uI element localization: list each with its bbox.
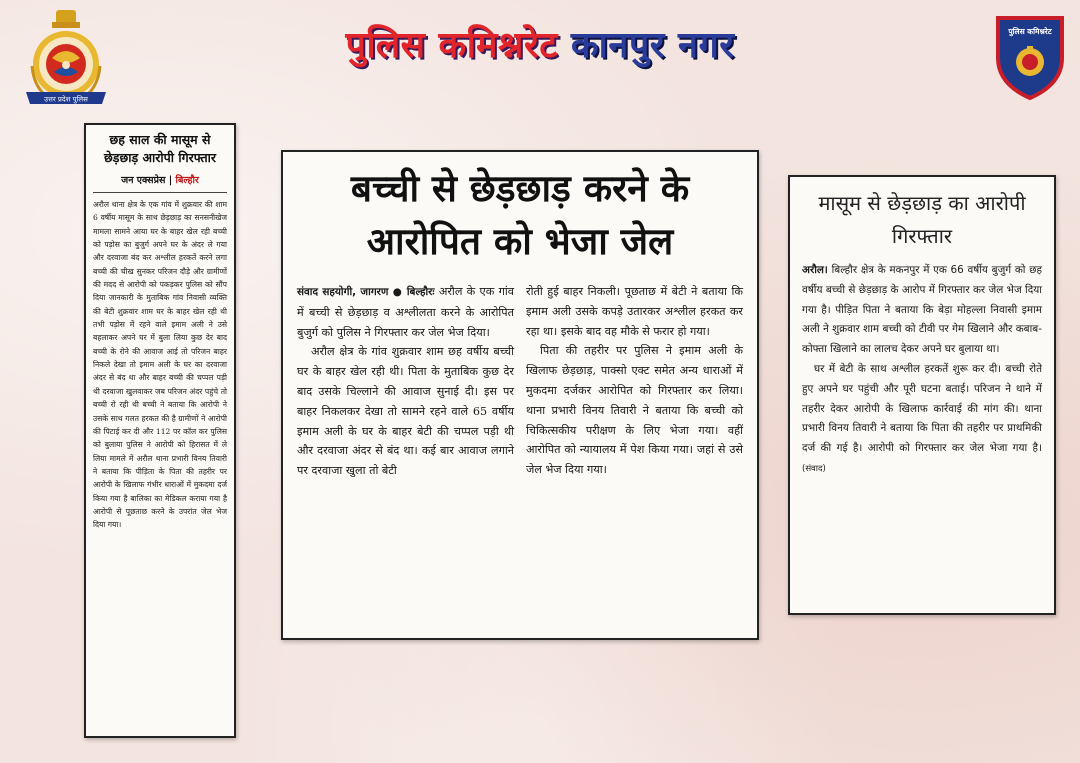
clipping2-dateline: संवाद सहयोगी, जागरण ● बिल्हौरः	[297, 286, 435, 298]
page-title-part2: कानपुर नगर	[570, 25, 735, 66]
clipping1-headline: छह साल की मासूम से छेड़छाड़ आरोपी गिरफ्तार	[104, 132, 216, 165]
clipping1-body: अरौल थाना क्षेत्र के एक गांव में शुक्रवार की शाम 6 वर्षीय मासूम के साथ छेड़छाड़ का सनसनीखेज मामला सामने आया घर के बाहर खेल रही बच्ची को पड़ोस का बुजुर्ग अपने घर के अंदर ले गया और दरवाजा बंद कर अश्लील हरकतें करने लगा बच्ची की चीख सुनकर परिजन दौड़े और ग्रामीणों की मदद से आरोपी को पकड़कर पुलिस को सौंप दिया जानकारी के मुताबिक गांव निवासी व्यक्ति की बेटी शुक्रवार शाम घर के बाहर खेल रही थी तभी पड़ोस में रहने वाले इमाम अली ने उसे बहलाकर अपने घर में बुला लिया कुछ देर बाद बच्ची के रोने की आवाज आई तो परिजन बाहर निकले देखा तो इमाम अली के घर का दरवाजा अंदर से बंद था और बाहर बच्ची की चप्पल पड़ी थी दरवाजा खुलवाकर जब परिजन अंदर पहुंचे तो बच्ची रो रही थी बच्ची ने बताया कि आरोपी ने उसके साथ गलत हरकत की है ग्रामीणों ने आरोपी की पिटाई कर दी और 112 पर कॉल कर पुलिस को बुलाया पुलिस ने आरोपी को हिरासत में ले लिया मामले में अरौल थाना प्रभारी विनय तिवारी ने बताया कि पीड़िता के पिता की तहरीर पर आरोपी के खिलाफ गंभीर धाराओं में मुकदमा दर्ज किया गया है बालिका का मेडिकल कराया गया है आरोपी से पूछताछ करने के उपरांत जेल भेज दिया गया।	[93, 200, 227, 530]
clipping1-source	[93, 173, 227, 186]
clipping2-columns	[297, 282, 743, 481]
clipping3-paragraph: बिल्हौर क्षेत्र के मकनपुर में एक 66 वर्षीय बुजुर्ग को छह वर्षीय बच्ची से छेड़छाड़ के आरोप में गिरफ्तार कर जेल भेज दिया गया है। पीड़ित पिता ने बताया कि बेड़ा मोहल्ला निवासी इमाम अली ने शुक्रवार शाम बच्ची को टीवी पर गेम खिलाने और कबाब-कोफ्ता खिलाने का लालच देकर अपने घर बुलाया था।	[802, 264, 1042, 356]
clipping3-body	[802, 261, 1042, 480]
news-clipping-jagran	[281, 150, 759, 640]
clipping1-source-name: जन एक्सप्रेस |	[121, 175, 173, 186]
clipping2-column-2	[526, 282, 743, 481]
page-title-part1: पुलिस कमिश्नरेट	[345, 25, 558, 66]
up-emblem-text: उत्तर प्रदेश पुलिस	[44, 95, 88, 104]
news-clipping-jan-express	[84, 123, 236, 738]
clipping3-headline: मासूम से छेड़छाड़ का आरोपी गिरफ्तार	[818, 191, 1026, 248]
clipping2-paragraph: रोती हुई बाहर निकली। पूछताछ में बेटी ने बताया कि इमाम अली उसके कपड़े उतारकर अश्लील हरकत कर रहा था। इसके बाद वह मौके से फरार हो गया।	[526, 285, 743, 338]
clipping1-place: बिल्हौर	[175, 175, 199, 186]
clipping2-column-1	[297, 282, 514, 481]
clipping3-lead: अरौल।	[802, 264, 828, 276]
divider	[93, 192, 227, 193]
page-title	[0, 22, 1080, 70]
clipping2-headline: बच्ची से छेड़छाड़ करने के आरोपित को भेजा जेल	[350, 167, 690, 263]
clipping2-paragraph: पिता की तहरीर पर पुलिस ने इमाम अली के खिलाफ छेड़छाड़, पाक्सो एक्ट समेत अन्य धाराओं में मुकदमा दर्जकर आरोपित को गिरफ्तार कर लिया। थाना प्रभारी विनय तिवारी ने बताया कि बच्ची को चिकित्सकीय परीक्षण के लिए भेजा गया। वहीं आरोपित को न्यायालय में पेश किया गया। जहां से उसे जेल भेज दिया गया।	[526, 344, 743, 477]
police-commissionerate-badge-icon	[994, 12, 1066, 102]
news-clipping-amar-ujala	[788, 175, 1056, 615]
clipping2-paragraph: अरौल क्षेत्र के गांव शुक्रवार शाम छह वर्षीय बच्ची घर के बाहर खेल रही थी। पिता के मुताबिक कुछ देर बाद उसके चिल्लाने की आवाज सुनाई दी। इस पर बाहर निकलकर देखा तो सामने रहने वाले 65 वर्षीय इमाम अली के घर के बाहर बेटी की चप्पल पड़ी थी और दरवाजा अंदर से बंद था। कई बार आवाज लगाने पर दरवाजा खुला तो बेटी	[297, 345, 514, 478]
comm-badge-text: पुलिस कमिश्नरेट	[1008, 27, 1052, 36]
clipping3-paragraph: घर में बेटी के साथ अश्लील हरकतें शुरू कर दी। बच्ची रोते हुए अपने घर पहुंची और पूरी घटना बताई। परिजन ने थाने में तहरीर देकर आरोपी के खिलाफ कार्रवाई की मांग की। थाना प्रभारी विनय तिवारी ने बताया कि पिता की तहरीर पर प्राथमिकी दर्ज की गई है। आरोपी को गिरफ्तार कर जेल भेजा गया है।	[802, 362, 1042, 455]
clipping2-paragraph: अरौल के एक गांव में बच्ची से छेड़छाड़ व अश्लीलता करने के आरोपित बुजुर्ग को पुलिस ने गिरफ्तार कर जेल भेज दिया।	[297, 285, 515, 339]
clipping3-credit: (संवाद)	[802, 463, 826, 474]
